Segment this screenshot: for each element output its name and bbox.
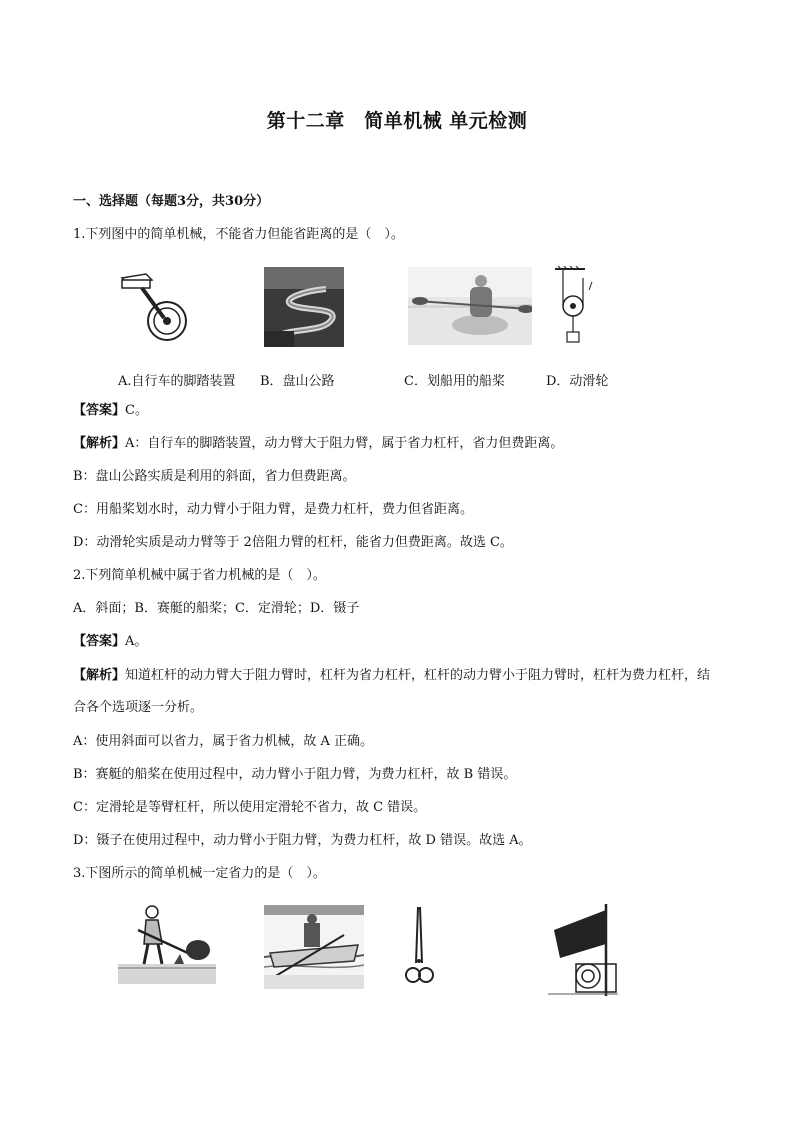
q2-analysis-c: C：定滑轮是等臂杠杆，所以使用定滑轮不省力，故 C 错误。 — [73, 800, 427, 815]
q1-answer — [73, 403, 723, 419]
q1-stem: 1.下列图中的简单机械，不能省力但能省距离的是（ ）。 — [73, 227, 404, 242]
answer-value: A。 — [125, 634, 148, 649]
answer-tag: 【答案】 — [73, 634, 126, 649]
q1-analysis-c: C：用船桨划水时，动力臂小于阻力臂，是费力杠杆，费力但省距离。 — [73, 502, 473, 517]
answer-tag: 【答案】 — [73, 403, 126, 418]
answer-value: C。 — [125, 403, 148, 418]
q3-stem: 3.下图所示的简单机械一定省力的是（ ）。 — [73, 866, 326, 881]
q2-options: A．斜面；B．赛艇的船桨；C．定滑轮；D．镊子 — [73, 601, 360, 616]
q2-answer — [73, 634, 723, 650]
q2-analysis-a: A：使用斜面可以省力，属于省力机械，故 A 正确。 — [73, 734, 374, 749]
bicycle-pedal-figure — [112, 266, 192, 346]
analysis-tag: 【解析】 — [73, 668, 126, 683]
analysis-tag: 【解析】 — [73, 436, 126, 451]
q2-analysis-b: B：赛艇的船桨在使用过程中，动力臂小于阻力臂，为费力杠杆，故 B 错误。 — [73, 767, 517, 782]
scissors-figure — [404, 905, 434, 989]
analysis-text: A：自行车的脚踏装置，动力臂大于阻力臂，属于省力杠杆，省力但费距离。 — [125, 436, 564, 451]
q2-analysis-d: D：镊子在使用过程中，动力臂小于阻力臂，为费力杠杆，故 D 错误。故选 A。 — [73, 833, 532, 848]
movable-pulley-figure — [555, 266, 595, 346]
q2-analysis-intro — [73, 660, 723, 724]
q1-option-a: A.自行车的脚踏装置 — [118, 374, 236, 389]
q1-analysis-b: B：盘山公路实质是利用的斜面，省力但费距离。 — [73, 469, 356, 484]
rowing-boat-figure — [264, 905, 364, 989]
flagpole-pulley-figure — [548, 902, 618, 996]
q1-option-d: D．动滑轮 — [546, 374, 609, 389]
q2-stem: 2.下列简单机械中属于省力机械的是（ ）。 — [73, 568, 326, 583]
crowbar-worker-figure — [118, 902, 216, 986]
q1-option-b: B．盘山公路 — [260, 374, 335, 389]
rowing-paddle-photo — [408, 267, 532, 345]
q1-option-c: C．划船用的船桨 — [404, 374, 505, 389]
analysis-text: 知道杠杆的动力臂大于阻力臂时，杠杆为省力杠杆，杠杆的动力臂小于阻力臂时，杠杆为费力杠杆，结合各个选项逐一分析。 — [73, 668, 711, 715]
page-title: 第十二章 简单机械 单元检测 — [266, 110, 528, 132]
mountain-road-photo — [264, 267, 344, 347]
section-heading: 一、选择题（每题3分，共30分） — [73, 194, 270, 209]
q1-analysis-a — [73, 436, 723, 452]
q1-analysis-d: D：动滑轮实质是动力臂等于 2倍阻力臂的杠杆，能省力但费距离。故选 C。 — [73, 535, 513, 550]
